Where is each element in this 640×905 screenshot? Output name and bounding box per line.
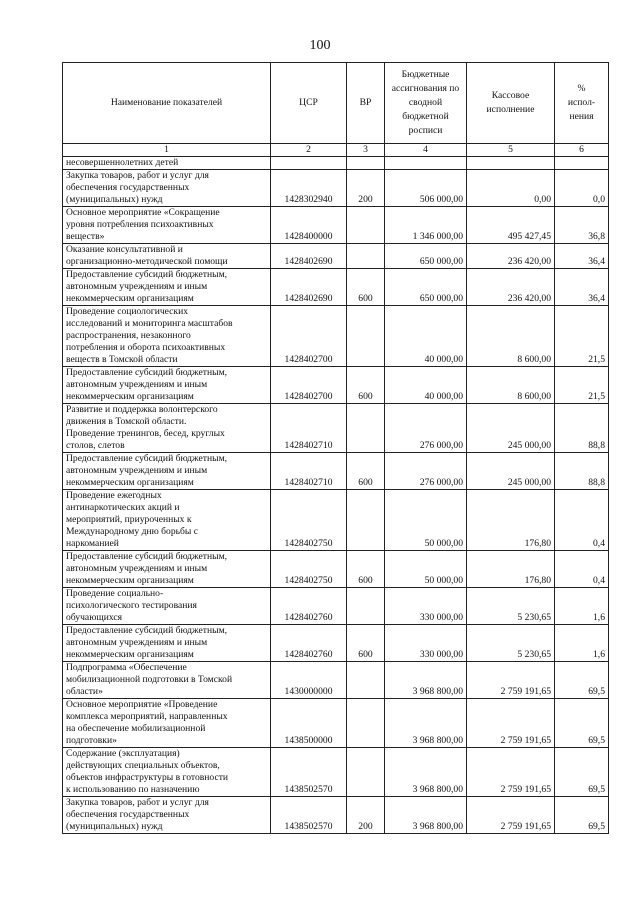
cell-cash: 236 420,00: [467, 269, 555, 306]
cell-name: Проведение социально- психологического тестирования обучающихся: [63, 588, 271, 625]
cell-budget: 276 000,00: [385, 453, 467, 490]
cell-cash: 8 600,00: [467, 306, 555, 367]
cell-vr: 200: [347, 797, 385, 834]
header-name: Наименование показателей: [63, 63, 271, 144]
cell-csr: 1430000000: [271, 662, 347, 699]
cell-cash: 2 759 191,65: [467, 662, 555, 699]
budget-table: [62, 62, 609, 834]
header-vr: ВР: [347, 63, 385, 144]
cell-pct: 69,5: [555, 699, 609, 748]
cell-name: Предоставление субсидий бюджетным, автономным учреждениям и иным некоммерческим организациям: [63, 625, 271, 662]
cell-vr: [347, 490, 385, 551]
cell-budget: 330 000,00: [385, 588, 467, 625]
table-row: [63, 625, 609, 662]
cell-budget: 1 346 000,00: [385, 207, 467, 244]
column-number: 3: [347, 144, 385, 157]
cell-name: Развитие и поддержка волонтерского движения в Томской области. Проведение тренингов, бесед, круглых столов, слетов: [63, 404, 271, 453]
cell-budget: 506 000,00: [385, 170, 467, 207]
cell-name: Предоставление субсидий бюджетным, автономным учреждениям и иным некоммерческим организациям: [63, 269, 271, 306]
table-row: [63, 797, 609, 834]
cell-vr: 600: [347, 269, 385, 306]
cell-budget: 3 968 800,00: [385, 797, 467, 834]
table-row: [63, 207, 609, 244]
cell-budget: 3 968 800,00: [385, 748, 467, 797]
cell-pct: 69,5: [555, 748, 609, 797]
header-csr: ЦСР: [271, 63, 347, 144]
cell-csr: 1428402690: [271, 244, 347, 269]
cell-pct: 0,4: [555, 490, 609, 551]
cell-name: Основное мероприятие «Сокращение уровня потребления психоактивных веществ»: [63, 207, 271, 244]
cell-vr: [347, 306, 385, 367]
header-budget-line: росписи: [408, 125, 443, 136]
table-body: [63, 157, 609, 834]
cell-budget: 40 000,00: [385, 367, 467, 404]
cell-vr: [347, 662, 385, 699]
header-budget-line: бюджетной: [402, 111, 449, 122]
table-row: [63, 170, 609, 207]
cell-name: Подпрограмма «Обеспечение мобилизационной подготовки в Томской области»: [63, 662, 271, 699]
table-row: [63, 157, 609, 170]
cell-budget: 650 000,00: [385, 269, 467, 306]
cell-cash: 2 759 191,65: [467, 748, 555, 797]
cell-pct: 36,8: [555, 207, 609, 244]
table-row: [63, 588, 609, 625]
cell-pct: 88,8: [555, 404, 609, 453]
column-number: 2: [271, 144, 347, 157]
column-number: 4: [385, 144, 467, 157]
table-row: [63, 748, 609, 797]
cell-name: Предоставление субсидий бюджетным, автономным учреждениям и иным некоммерческим организациям: [63, 367, 271, 404]
header-budget: [385, 63, 467, 144]
cell-name: Проведение социологических исследований и мониторинга масштабов распространения, незаконного потребления и оборота психоактивных веществ в Томской области: [63, 306, 271, 367]
table-row: [63, 551, 609, 588]
table-row: [63, 244, 609, 269]
table-row: [63, 662, 609, 699]
cell-pct: 1,6: [555, 588, 609, 625]
cell-pct: 69,5: [555, 797, 609, 834]
cell-csr: 1428402690: [271, 269, 347, 306]
cell-pct: 36,4: [555, 269, 609, 306]
cell-name: Основное мероприятие «Проведение комплекса мероприятий, направленных на обеспечение мобилизационной подготовки»: [63, 699, 271, 748]
cell-csr: 1428402710: [271, 404, 347, 453]
cell-name: Оказание консультативной и организационно-методической помощи: [63, 244, 271, 269]
cell-pct: 0,0: [555, 170, 609, 207]
cell-vr: [347, 404, 385, 453]
header-budget-line: сводной: [408, 97, 443, 108]
cell-cash: 2 759 191,65: [467, 797, 555, 834]
cell-csr: 1428402700: [271, 306, 347, 367]
cell-cash: 495 427,45: [467, 207, 555, 244]
cell-pct: 21,5: [555, 306, 609, 367]
table-row: [63, 699, 609, 748]
cell-cash: 5 230,65: [467, 588, 555, 625]
cell-csr: 1428400000: [271, 207, 347, 244]
cell-vr: [347, 588, 385, 625]
header-pct-line: %: [577, 83, 586, 94]
cell-name: Содержание (эксплуатация) действующих специальных объектов, объектов инфраструктуры в готовности к использованию по назначению: [63, 748, 271, 797]
cell-budget: 330 000,00: [385, 625, 467, 662]
cell-pct: 21,5: [555, 367, 609, 404]
cell-budget: 650 000,00: [385, 244, 467, 269]
column-number: 1: [63, 144, 271, 157]
cell-budget: 276 000,00: [385, 404, 467, 453]
cell-cash: 245 000,00: [467, 453, 555, 490]
cell-csr: 1428402710: [271, 453, 347, 490]
cell-csr: 1428302940: [271, 170, 347, 207]
cell-csr: 1438502570: [271, 797, 347, 834]
table-row: [63, 367, 609, 404]
cell-cash: 176,80: [467, 551, 555, 588]
cell-name: несовершеннолетних детей: [63, 157, 271, 170]
header-budget-line: Бюджетные: [401, 69, 450, 80]
header-budget-line: ассигнования по: [391, 83, 460, 94]
cell-vr: [347, 748, 385, 797]
table-row: [63, 306, 609, 367]
cell-csr: 1428402700: [271, 367, 347, 404]
cell-cash: 8 600,00: [467, 367, 555, 404]
page-number: 100: [309, 38, 331, 53]
cell-csr: 1428402750: [271, 551, 347, 588]
header-cash-line: Кассовое: [491, 90, 530, 101]
cell-csr: [271, 157, 347, 170]
column-number: 5: [467, 144, 555, 157]
cell-vr: [347, 157, 385, 170]
cell-pct: 1,6: [555, 625, 609, 662]
cell-vr: [347, 699, 385, 748]
cell-vr: [347, 207, 385, 244]
cell-vr: 600: [347, 453, 385, 490]
cell-pct: 0,4: [555, 551, 609, 588]
cell-cash: 245 000,00: [467, 404, 555, 453]
cell-pct: 69,5: [555, 662, 609, 699]
cell-cash: 2 759 191,65: [467, 699, 555, 748]
cell-cash: [467, 157, 555, 170]
cell-budget: 50 000,00: [385, 551, 467, 588]
cell-vr: 600: [347, 367, 385, 404]
column-number: 6: [555, 144, 609, 157]
header-pct-line: нения: [569, 111, 594, 122]
cell-budget: 40 000,00: [385, 306, 467, 367]
cell-name: Предоставление субсидий бюджетным, автономным учреждениям и иным некоммерческим организациям: [63, 453, 271, 490]
header-pct: [555, 63, 609, 144]
header-pct-line: испол-: [567, 97, 596, 108]
header-cash: [467, 63, 555, 144]
table-row: [63, 269, 609, 306]
cell-vr: [347, 244, 385, 269]
cell-pct: 36,4: [555, 244, 609, 269]
table-row: [63, 404, 609, 453]
table-header-row: [63, 63, 609, 144]
header-cash-line: исполнение: [486, 104, 535, 115]
cell-budget: 50 000,00: [385, 490, 467, 551]
cell-budget: 3 968 800,00: [385, 699, 467, 748]
cell-cash: 176,80: [467, 490, 555, 551]
cell-csr: 1438502570: [271, 748, 347, 797]
table-row: [63, 490, 609, 551]
cell-name: Закупка товаров, работ и услуг для обеспечения государственных (муниципальных) нужд: [63, 797, 271, 834]
cell-vr: 600: [347, 625, 385, 662]
cell-name: Закупка товаров, работ и услуг для обеспечения государственных (муниципальных) нужд: [63, 170, 271, 207]
table-row: [63, 453, 609, 490]
cell-name: Проведение ежегодных антинаркотических акций и мероприятий, приуроченных к Международному дню борьбы с наркоманией: [63, 490, 271, 551]
cell-cash: 5 230,65: [467, 625, 555, 662]
cell-name: Предоставление субсидий бюджетным, автономным учреждениям и иным некоммерческим организациям: [63, 551, 271, 588]
cell-csr: 1438500000: [271, 699, 347, 748]
cell-cash: 236 420,00: [467, 244, 555, 269]
cell-pct: 88,8: [555, 453, 609, 490]
cell-csr: 1428402760: [271, 588, 347, 625]
cell-budget: [385, 157, 467, 170]
cell-csr: 1428402750: [271, 490, 347, 551]
column-number-row: [63, 144, 609, 157]
cell-vr: 200: [347, 170, 385, 207]
cell-cash: 0,00: [467, 170, 555, 207]
cell-vr: 600: [347, 551, 385, 588]
cell-budget: 3 968 800,00: [385, 662, 467, 699]
cell-csr: 1428402760: [271, 625, 347, 662]
cell-pct: [555, 157, 609, 170]
